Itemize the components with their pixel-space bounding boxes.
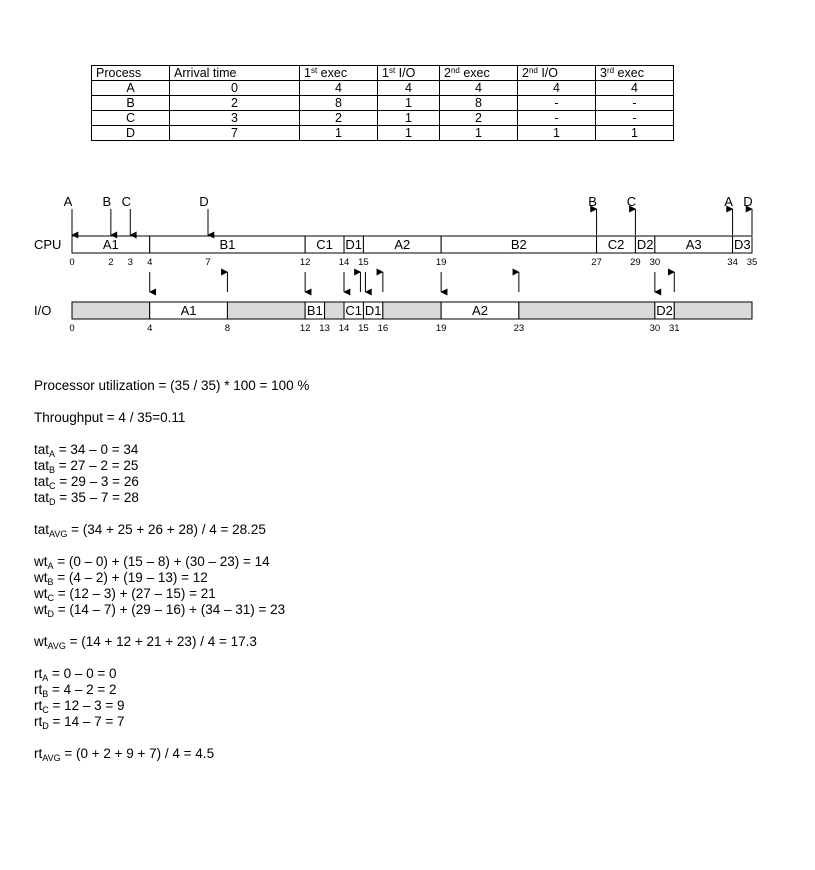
cpu-tick-label: 12 [299,257,311,268]
table-cell: 1 [596,126,674,141]
io-segment [383,302,441,319]
table-cell: 0 [170,81,300,96]
io-segment-label: A1 [180,303,197,318]
table-cell: - [518,96,596,111]
io-tick-label: 4 [147,323,153,334]
cpu-segment-label: C2 [607,237,625,252]
formula-line: $rt_{AVG} = (0 + 2 + 9 + 7) / 4 = 4.5$ [34,746,215,763]
table-cell: - [596,96,674,111]
process-table [91,65,674,141]
column-header: 1st exec [300,66,378,81]
table-row [92,111,674,126]
cpu-tick-label: 15 [358,257,369,268]
cpu-segment-label: A3 [685,237,702,252]
completion-label: A [724,194,733,209]
cpu-tick-label: 4 [147,257,153,268]
cpu-segment-label: A2 [394,237,411,252]
table-cell: 4 [378,81,440,96]
io-tick-label: 19 [435,323,447,334]
io-tick-label: 13 [319,323,330,334]
arrival-label: D [199,194,209,209]
arrival-label: C [121,194,131,209]
table-cell: 4 [596,81,674,96]
formula-line: tat$_A$ = 34 – 0 = 34 [34,442,139,459]
io-row-label: I/O [34,303,52,318]
cpu-tick-label: 2 [108,257,114,268]
table-row [92,126,674,141]
table-row [92,96,674,111]
formula-line: $rt_B = 4 - 2 = 2$ [34,682,117,699]
line-gap [34,538,309,554]
cpu-tick-label: 0 [69,257,75,268]
cpu-tick-label: 7 [205,257,211,268]
completion-label: B [588,194,597,209]
table-cell: 2 [300,111,378,126]
formula-line: $rt_D = 14 - 7 = 7$ [34,714,125,731]
table-cell: C [92,111,170,126]
table-cell: 4 [518,81,596,96]
formula-line: tat$_B$ = 27 – 2 = 25 [34,458,139,475]
cpu-tick-label: 35 [746,257,758,268]
cpu-tick-label: 29 [630,257,641,268]
table-cell: 1 [378,111,440,126]
cpu-segment-label: D3 [733,237,751,252]
arrival-label: A [63,194,73,209]
cpu-segment-label: A1 [102,237,119,252]
column-header: Arrival time [170,66,300,81]
column-header: 2nd exec [440,66,518,81]
column-header: 3rd exec [596,66,674,81]
cpu-tick-label: 14 [338,257,350,268]
line-gap [34,506,309,522]
column-header: 2nd I/O [518,66,596,81]
io-segment-label: A2 [472,303,488,318]
cpu-tick-label: 27 [591,257,602,268]
io-tick-label: 31 [668,323,680,334]
table-cell: 4 [300,81,378,96]
table-cell: 4 [440,81,518,96]
table-cell: 8 [440,96,518,111]
io-segment-label: D1 [364,303,382,318]
io-tick-label: 0 [69,323,75,334]
line-gap [34,426,309,442]
formula-line: $wt_D = (14 - 7) + (29 - 16) + (34 - 31) = 23$ [34,602,286,619]
table-cell: 8 [300,96,378,111]
formula-line: tat$_C$ = 29 – 3 = 26 [34,474,139,491]
formula-line: tat$_{AVG}$ = (34 + 25 + 26 + 28) / 4 = 28.25 [34,522,266,539]
io-timeline [34,272,752,334]
cpu-segment-label: D1 [345,237,363,252]
column-header: 1st I/O [378,66,440,81]
gantt-chart [0,190,815,350]
cpu-timeline [34,194,757,268]
io-segment [72,302,150,319]
formula-line: $wt_B = (4 - 2) + (19 - 13) = 12$ [34,570,208,587]
cpu-row-label: CPU [34,237,62,252]
table-cell: 2 [440,111,518,126]
line-gap [34,618,309,634]
table-cell: 1 [518,126,596,141]
cpu-tick-label: 3 [127,257,133,268]
line-gap [34,730,309,746]
io-segment-label: D2 [656,303,673,318]
io-segment-label: C1 [345,303,363,318]
cpu-tick-label: 34 [727,257,738,268]
formula-line: Processor utilization = (35 / 35) * 100 = 100 % [34,378,310,393]
calculations [34,378,309,762]
table-cell: - [596,111,674,126]
formula-line: $wt_{AVG} = (14 + 12 + 21 + 23) / 4 = 17.3$ [34,634,257,651]
io-segment [519,302,655,319]
io-segment [325,302,344,319]
io-tick-label: 12 [299,323,311,334]
formula-line: $rt_C = 12 - 3 = 9$ [34,698,125,715]
table-cell: 1 [378,96,440,111]
table-cell: 2 [170,96,300,111]
table-cell: 1 [440,126,518,141]
cpu-segment-label: B2 [510,237,527,252]
cpu-tick-label: 19 [435,257,447,268]
column-header: Process [92,66,170,81]
io-tick-label: 15 [358,323,369,334]
io-tick-label: 16 [377,323,389,334]
io-tick-label: 30 [649,323,661,334]
io-tick-label: 23 [513,323,525,334]
formula-line: $rt_A = 0 - 0 = 0$ [34,666,117,683]
formula-line: tat$_D$ = 35 – 7 = 28 [34,490,139,507]
table-cell: D [92,126,170,141]
formula-line: $wt_C = (12 - 3) + (27 - 15) = 21$ [34,586,216,603]
table-row [92,81,674,96]
io-tick-label: 14 [338,323,350,334]
io-tick-label: 8 [224,323,231,334]
cpu-segment-label: B1 [219,237,236,252]
line-gap [34,394,309,410]
completion-label: C [626,194,637,209]
table-cell: - [518,111,596,126]
table-cell: 3 [170,111,300,126]
arrival-label: B [102,194,112,209]
line-gap [34,650,309,666]
cpu-segment-label: D2 [636,237,654,252]
io-segment [227,302,305,319]
io-segment [674,302,752,319]
formula-line: Throughput = 4 / 35=0.11 [34,410,186,425]
table-cell: 7 [170,126,300,141]
completion-label: D [743,194,753,209]
cpu-segment-label: C1 [316,237,333,252]
formula-line: $wt_A = (0 - 0) + (15 - 8) + (30 - 23) = 14$ [34,554,270,571]
table-cell: A [92,81,170,96]
table-cell: B [92,96,170,111]
table-cell: 1 [378,126,440,141]
table-cell: 1 [300,126,378,141]
process-table-header [92,66,674,81]
cpu-tick-label: 30 [649,257,661,268]
io-segment-label: B1 [306,303,323,318]
